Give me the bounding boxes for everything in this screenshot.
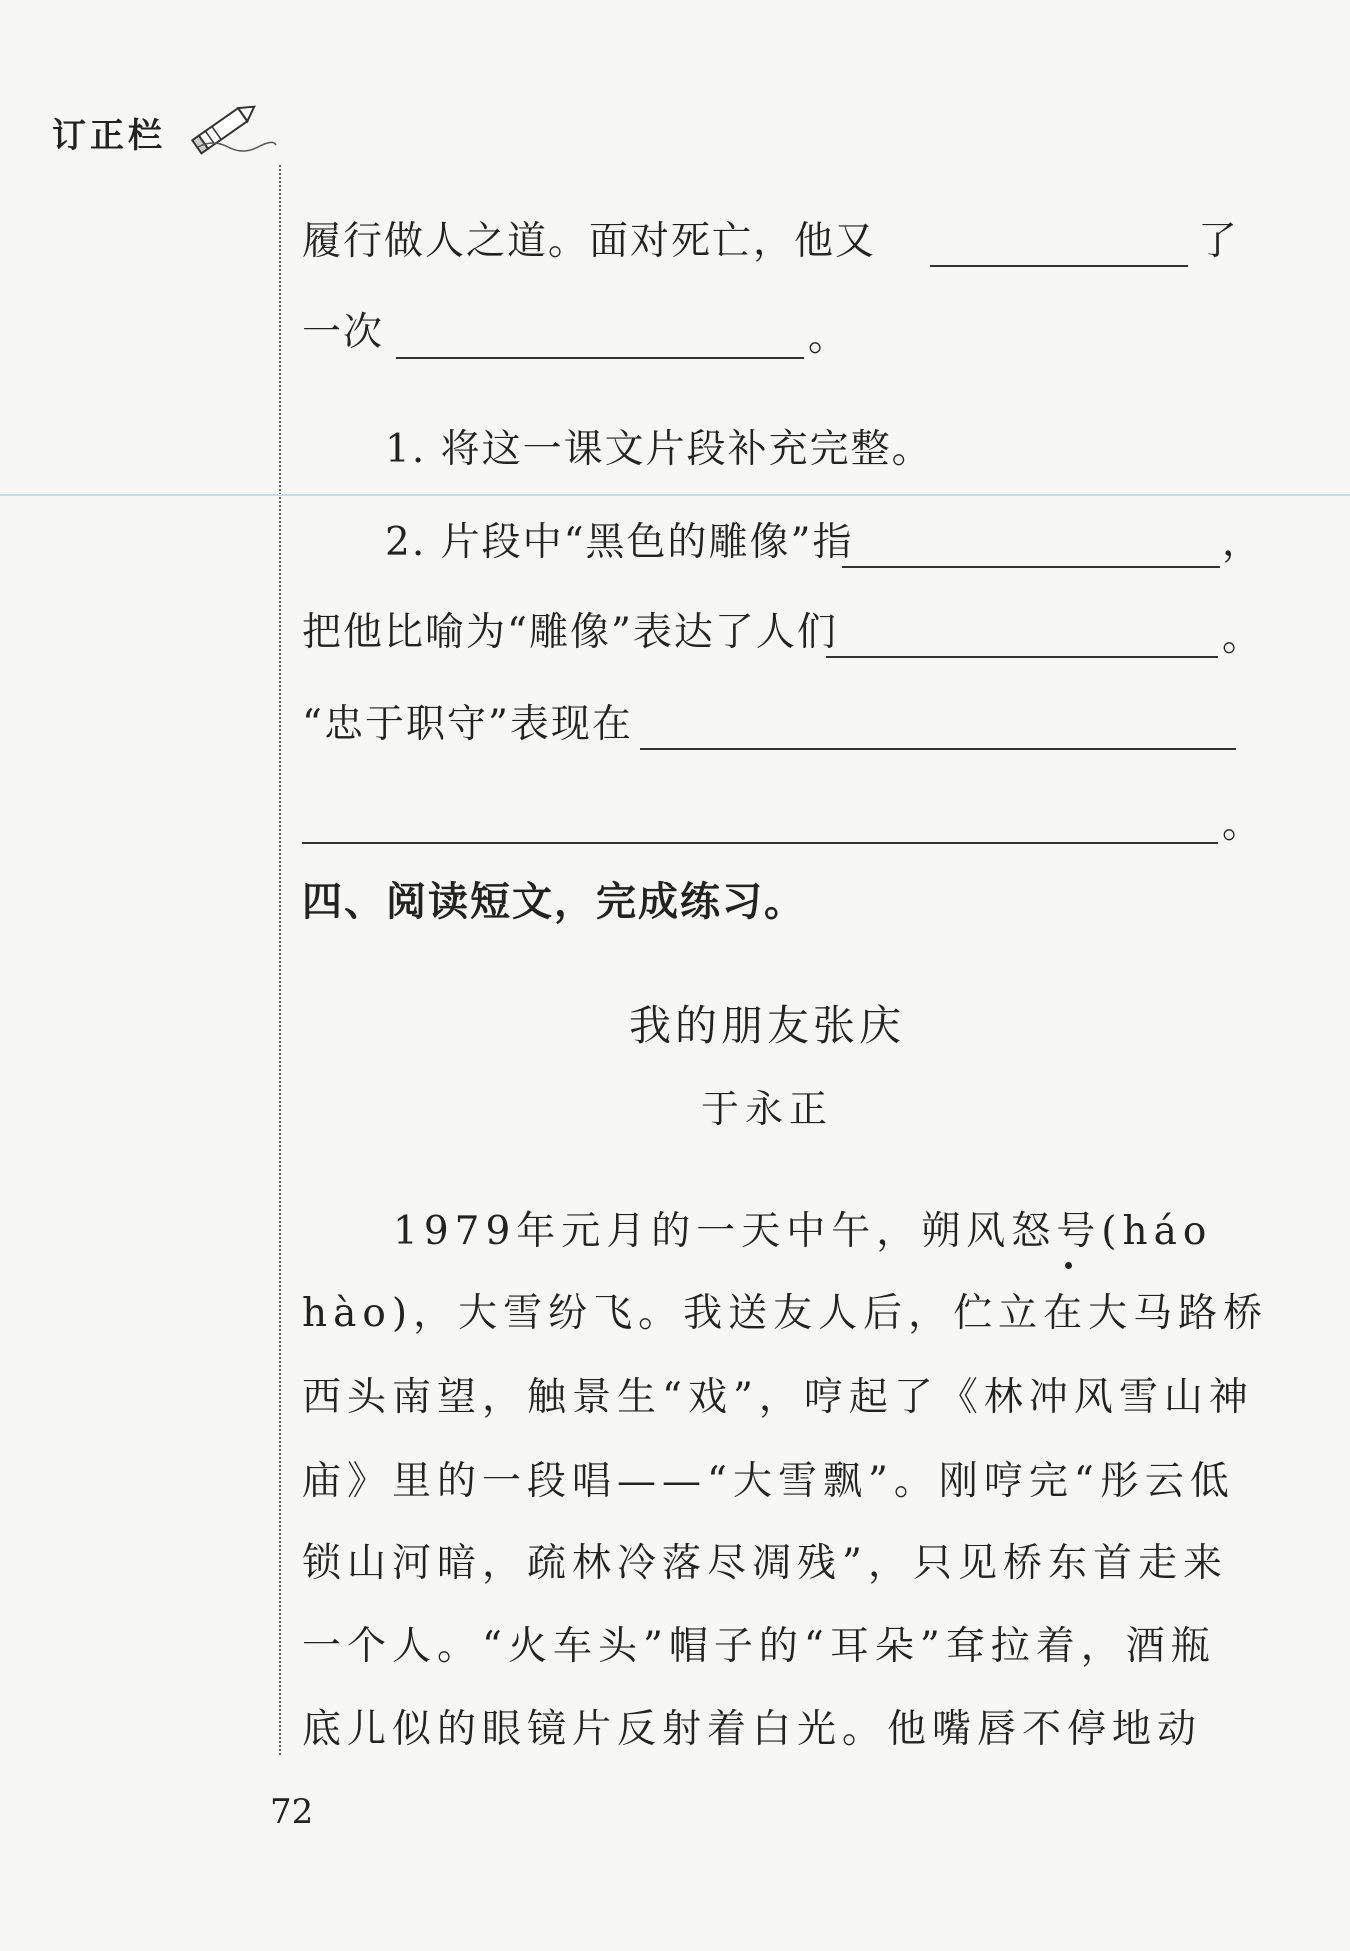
question-2-part-b: 把他比喻为“雕像”表达了人们 (302, 610, 838, 655)
section-heading: 四、阅读短文，完成练习。 (302, 879, 806, 925)
story-line-5: 锁山河暗，疏林冷落尽凋残”，只见桥东首走来 (302, 1541, 1228, 1586)
answer-blank-6[interactable] (302, 842, 1218, 844)
pencil-icon (188, 95, 278, 155)
question-1: 1. 将这一课文片段补充完整。 (385, 427, 933, 472)
story-line-2: hào)，大雪纷飞。我送友人后，伫立在大马路桥 (302, 1291, 1269, 1336)
question-2-part-c: “忠于职守”表现在 (302, 702, 633, 747)
emphasis-dot (1065, 1262, 1072, 1269)
answer-blank-1[interactable] (930, 265, 1188, 267)
answer-blank-5[interactable] (640, 748, 1236, 750)
question-2-part-a-end: ， (1222, 520, 1264, 565)
story-line-3: 西头南望，触景生“戏”，哼起了《林冲风雪山神 (302, 1375, 1254, 1420)
answer-blank-3[interactable] (842, 566, 1220, 568)
question-2-part-a: 2. 片段中“黑色的雕像”指 (385, 520, 854, 565)
margin-divider (279, 165, 281, 1755)
story-line-6: 一个人。“火车头”帽子的“耳朵”耷拉着，酒瓶 (302, 1624, 1216, 1669)
question-2-part-b-end: 。 (1222, 615, 1264, 660)
question-2-part-d-end: 。 (1222, 802, 1264, 847)
answer-blank-2[interactable] (396, 357, 804, 359)
story-author: 于永正 (700, 1087, 833, 1131)
passage-line-1: 履行做人之道。面对死亡，他又 (302, 219, 877, 264)
passage-line-2-end: 。 (808, 315, 850, 360)
story-line-4: 庙》里的一段唱——“大雪飘”。刚哼完“彤云低 (302, 1459, 1235, 1504)
story-line-1: 1979年元月的一天中午，朔风怒号(háo (393, 1209, 1213, 1254)
story-line-7: 底儿似的眼镜片反射着白光。他嘴唇不停地动 (302, 1707, 1203, 1752)
answer-blank-4[interactable] (826, 656, 1218, 658)
page-number: 72 (270, 1792, 314, 1832)
scan-fold-line (0, 494, 1350, 496)
passage-line-2: 一次 (302, 310, 385, 355)
correction-column-title: 订正栏 (52, 116, 166, 156)
passage-line-1-end: 了 (1198, 219, 1240, 264)
story-title: 我的朋友张庆 (628, 1001, 905, 1050)
